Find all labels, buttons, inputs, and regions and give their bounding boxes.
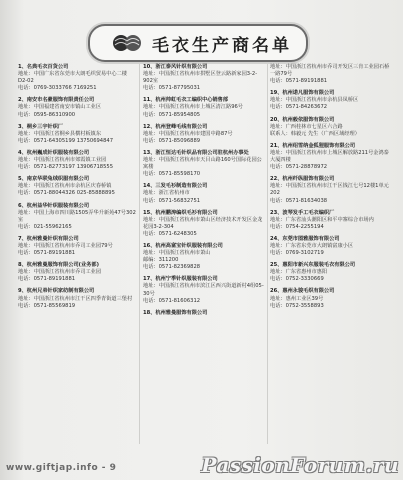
company-name: 8、杭州雅曼服饰有限公司(业务部) — [18, 262, 99, 269]
company-entry — [270, 210, 394, 231]
company-detail: 电话：0752-3558893 — [270, 302, 324, 309]
company-detail: 电话：0769-3102719 — [270, 250, 324, 257]
company-name: 15、杭州鹏涛编织毛衫有限公司 — [143, 209, 218, 216]
company-detail: 地址：中国福建省南安市镇山工业区 — [18, 104, 102, 111]
company-entry — [270, 117, 394, 138]
company-entry — [143, 210, 265, 238]
company-detail: 电话：0571-88044326 025-85888895 — [18, 190, 115, 197]
company-entry — [18, 176, 136, 197]
company-name: 13、浙江恒达毛针织品有限公司驻杭州办事处 — [143, 149, 249, 156]
column-2 — [143, 64, 265, 322]
company-detail: 电话：0571-85598170 — [143, 171, 201, 178]
company-name: 12、杭州登峰毛线有限公司 — [143, 123, 208, 130]
company-detail: 地址：中国上海市四川路1505弄华升新苑47号302室 — [18, 209, 136, 223]
company-name: 6、杭州益华针织服装有限公司 — [18, 202, 90, 209]
company-detail: 电话：0571-56832751 — [143, 197, 201, 204]
company-detail: 电话：0571-82773197 13906718555 — [18, 164, 113, 171]
company-detail: 地址：惠州工业区39号 — [270, 295, 324, 302]
company-name: 9、杭州兄弟针织家纺制有限公司 — [18, 288, 95, 295]
company-detail: 地址：中国浙江省杭州市江干区钱江七号12楼1单元202 — [270, 183, 389, 197]
company-entry — [143, 243, 265, 271]
column-divider — [139, 64, 140, 444]
company-name: 26、惠州永骏毛织有限公司 — [270, 288, 335, 295]
company-detail: 地址：中国浙江省杭州市萧山区经济技术开发区金龙花园3-2-304 — [143, 216, 263, 230]
company-detail: 电话：0571-89191881 — [270, 78, 328, 85]
page-title: 毛衣生产商名单 — [152, 36, 292, 56]
company-detail: 电话：0769-3033766 7169251 — [18, 85, 97, 92]
company-entry — [18, 288, 136, 309]
company-entry — [270, 90, 394, 111]
company-name: 3、桐乡三宇针织厂 — [18, 123, 64, 130]
company-detail: 地址：中国浙江省杭州市滨江区西兴街道新村4组05-30号 — [143, 283, 264, 297]
company-detail: 电话：021-55962165 — [18, 223, 72, 230]
company-name: 24、东莞市图雅服饰有限公司 — [270, 235, 340, 242]
company-detail: 地址：中国浙江省杭州市建国中路87号 — [143, 130, 233, 137]
company-name: 21、杭州绍雪纳金狐狸服饰有限公司 — [270, 142, 356, 149]
company-entry — [270, 236, 394, 257]
company-detail: 地址：中国浙江省杭州市郊霞镇工业园 — [18, 157, 107, 164]
footer-url: www.giftjap.info - 9 — [6, 463, 117, 473]
title-banner — [88, 24, 308, 62]
company-entry — [143, 124, 265, 145]
yarn-balls-icon — [110, 33, 144, 53]
watermark-logo: PassionForum.ru — [201, 453, 399, 477]
company-entry — [143, 310, 265, 317]
company-detail: 电话：0571-64305199 13750694847 — [18, 137, 113, 144]
company-detail: 地址：中国浙江省杭州市余杭县凤桥区 — [270, 97, 359, 104]
company-name: 23、波琴发手工毛衣编织厂 — [270, 209, 335, 216]
company-entry — [143, 150, 265, 178]
company-detail: 地址：广西桂林市七星区六合路 — [270, 123, 343, 130]
company-name: 19、杭州诺凡服饰有限公司 — [270, 90, 335, 97]
company-entry — [270, 262, 394, 283]
company-entry — [18, 64, 136, 92]
company-name: 11、杭州帅虹毛衣工编织中心销售部 — [143, 97, 229, 104]
company-detail: 地址：中国浙江省桐乡县横村板镇东 — [18, 130, 102, 137]
company-detail: 地址：中国浙江省杭州市上城区解放路211号金鸿泰大厦四楼 — [270, 149, 389, 164]
company-entry — [270, 176, 394, 204]
company-detail: 地址：广东省惠州市惠阳 — [270, 269, 328, 276]
company-name: 5、南京华联兔绒织服有限公司 — [18, 176, 90, 183]
company-detail: 地址：中国浙江省杭州市江干区四季青街道三堡村 — [18, 295, 133, 302]
company-entry — [18, 236, 136, 257]
company-detail: 地址：中国浙江省杭州市余杭区庆春桥镇 — [18, 183, 112, 190]
company-detail: 联系人：韩毅元 先生（广西区域经理） — [270, 130, 360, 137]
company-detail: 地址：中国浙江省杭州市拱墅区登云路新家园3-2-902室 — [143, 71, 258, 85]
company-detail: 电话：0752-3330669 — [270, 276, 324, 283]
company-detail: 地址：中国浙江省杭州市乔司开发区三肯工业园石桥一路79号 — [270, 64, 390, 78]
company-detail: 电话：0571-81634038 — [270, 197, 328, 204]
company-name: 17、杭州宁季针织服装有限公司 — [143, 276, 218, 283]
company-entry — [18, 97, 136, 118]
company-detail: 电话：0571-84263672 — [270, 104, 328, 111]
company-name: 7、杭州雅曼针织有限公司 — [18, 235, 79, 242]
company-name: 20、杭州毅依服饰有限公司 — [270, 116, 335, 123]
company-detail: 电话：0754-2255194 — [270, 223, 324, 230]
company-detail: 电话：0571-89191881 — [18, 276, 76, 283]
company-detail: 电话：0571-82369828 — [143, 264, 201, 271]
company-entry — [18, 262, 136, 283]
company-detail: 电话：0571-85569819 — [18, 302, 76, 309]
company-entry — [270, 64, 394, 85]
company-detail: 电话：0595-86310900 — [18, 111, 76, 118]
company-detail: 地址：中国广东省东莞市大朗毛织贸易中心二楼D2-02 — [18, 71, 127, 85]
company-name: 18、杭州雅曼服饰有限公司 — [143, 309, 208, 316]
company-name: 1、名典毛衣百货公司 — [18, 64, 69, 70]
company-entry — [270, 143, 394, 171]
company-detail: 电话：0571-89191881 — [18, 250, 76, 257]
company-entry — [18, 150, 136, 171]
company-detail: 地址：中国浙江省杭州市天目山路160号国际花园公寓楼 — [143, 157, 262, 171]
column-divider — [267, 64, 268, 444]
company-detail: 地址：中国浙江省杭州市上城区清江路96号 — [143, 104, 243, 111]
company-name: 2、南安市名豪服饰有限责任公司 — [18, 97, 95, 104]
company-detail: 电话：0571-85954805 — [143, 111, 201, 118]
column-3 — [270, 64, 394, 315]
company-detail: 电话：0571-81606312 — [143, 297, 201, 304]
company-detail: 地址：广东省汕头潮阳区和平中寨综合市场内 — [270, 216, 374, 223]
company-detail: 地址：中国浙江省杭州市萧山 — [143, 250, 211, 257]
company-entry — [18, 203, 136, 231]
company-entry — [18, 124, 136, 145]
company-detail: 地址：中国浙江省杭州市乔司工业园79号 — [18, 242, 113, 249]
company-name: 10、浙江泰风针织有限公司 — [143, 64, 208, 70]
company-name: 25、惠阳市新兴东服装毛衣有限公司 — [270, 262, 356, 269]
company-detail: 电话：0571-28878972 — [270, 164, 328, 171]
company-detail: 电话：0571-6248305 — [143, 230, 197, 237]
company-name: 22、杭州纤纵服饰有限公司 — [270, 176, 335, 183]
company-detail: 电话：0571-87795031 — [143, 85, 201, 92]
company-entry — [143, 183, 265, 204]
company-detail: 地址：中国浙江省杭州市乔司工业园 — [18, 269, 102, 276]
company-name: 16、杭州高富宝针织服装有限公司 — [143, 242, 223, 249]
company-detail: 地址：广东省东莞市大朗镇富康小区 — [270, 242, 354, 249]
column-1 — [18, 64, 136, 315]
company-detail: 电话：0571-85096889 — [143, 137, 201, 144]
company-entry — [143, 64, 265, 92]
company-entry — [143, 97, 265, 118]
company-detail: 邮编：311200 — [143, 257, 179, 264]
company-entry — [143, 276, 265, 304]
company-name: 14、三发毛衫制造有限公司 — [143, 183, 208, 190]
company-name: 4、杭州巍成针织服装有限公司 — [18, 149, 90, 156]
company-detail: 地址：浙江省杭州市 — [143, 190, 190, 197]
company-entry — [270, 288, 394, 309]
